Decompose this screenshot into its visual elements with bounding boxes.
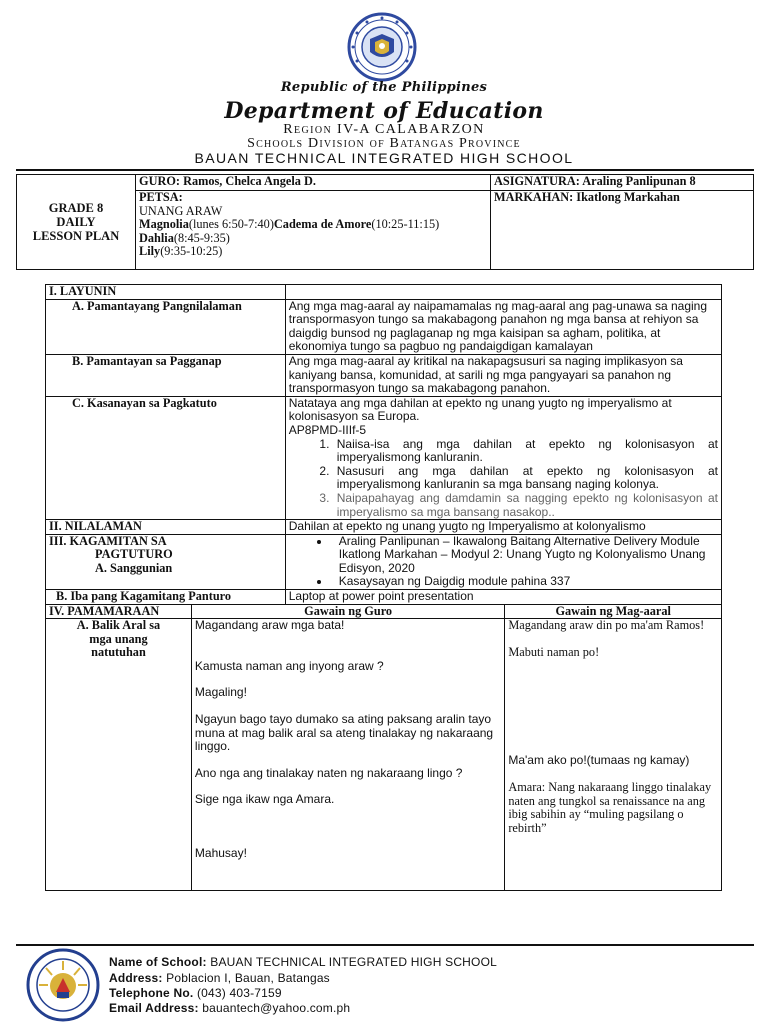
schedule-line <box>139 218 487 232</box>
resource-item: • Kasaysayan ng Daigdig module pahina 337 <box>331 575 718 589</box>
balik-aral-label: natutuhan <box>91 645 146 660</box>
objective-item: 2. Nasusuri ang mga dahilan at epekto ng kolonisasyon at imperyalismong kanluranin sa mga bansang naging kolonya. <box>333 465 718 492</box>
deped-seal-logo <box>347 12 417 82</box>
section-time: (lunes 6:50-7:40) <box>188 217 274 232</box>
guro-line: Ano nga ang tinalakay naten ng nakaraang lingo ? <box>194 765 463 780</box>
guro-label: GURO: <box>139 174 180 188</box>
department-heading: Department of Education <box>224 98 544 124</box>
objectives-list <box>289 438 718 520</box>
section-time: (9:35-10:25) <box>160 244 223 259</box>
grade-line: GRADE 8 <box>48 201 104 215</box>
objective-item: 3. Naipapahayag ang damdamin sa nagging epekto ng kolonisasyon at imperyalismo sa mga bansang nasakop.. <box>333 492 718 519</box>
sanggunian-label: A. Sanggunian <box>95 560 173 575</box>
asignatura-cell: ASIGNATURA: Araling Panlipunan 8 <box>491 175 754 191</box>
magaaral-line: Amara: Nang nakaraang linggo tinalakay naten ang tungkol sa renaissance na ang ibig sabihin ay “muling pagsilang o rebirth” <box>508 780 712 835</box>
layunin-heading: I. LAYUNIN <box>46 285 286 300</box>
section-name: Lily <box>139 244 161 259</box>
iba-pang-kagamitan-label: B. Iba pang Kagamitang Panturo <box>46 590 286 605</box>
section-time: (10:25-11:15) <box>371 217 440 232</box>
kagamitan-label: PAGTUTURO <box>95 547 173 562</box>
resource-item: • Araling Panlipunan – Ikawalong Baitang Alternative Delivery Module Ikatlong Markahan – Modyul 2: Unang Yugto ng Kolonyalismo Unang Edisyon, 2020 <box>331 535 718 576</box>
grade-line: DAILY <box>56 215 96 229</box>
region-heading: Region IV-A CALABARZON <box>283 122 485 137</box>
magaaral-line: Mabuti naman po! <box>508 644 600 659</box>
section-name: Magnolia <box>139 217 189 232</box>
footer-phone-value: (043) 403-7159 <box>196 986 282 1000</box>
guro-line: Sige nga ikaw nga Amara. <box>194 792 335 807</box>
footer-email-label: Email Address: <box>109 1001 199 1015</box>
lesson-plan-table <box>45 284 722 891</box>
guro-line: Mahusay! <box>194 846 247 860</box>
balik-aral-label-cell <box>46 619 192 891</box>
guro-line: Kamusta naman ang inyong araw ? <box>194 658 384 673</box>
school-logo <box>26 948 100 1022</box>
kasanayan-cell <box>285 396 721 519</box>
pamantayan-sa-pagganap-text: Ang mga mag-aaral ay kritikal na nakapagsusuri sa naging implikasyon sa kaniyang bansa, komunidad, at sarili ng mga pangyayari sa panahon ng transpormasyon tungo sa makabagong panahon. <box>285 354 721 396</box>
grade-line: LESSON PLAN <box>32 229 120 243</box>
iba-pang-kagamitan-text: Laptop at power point presentation <box>285 590 721 605</box>
footer-divider <box>16 944 754 946</box>
footer-phone-label: Telephone No. <box>109 986 194 1000</box>
magaaral-line: Magandang araw din po ma'am Ramos! <box>508 618 705 633</box>
empty-cell <box>285 285 721 300</box>
competency-code: AP8PMD-IIIf-5 <box>288 422 367 437</box>
pamantayan-sa-pagganap-label: B. Pamantayan sa Pagganap <box>46 354 286 396</box>
footer-name-value: BAUAN TECHNICAL INTEGRATED HIGH SCHOOL <box>210 955 497 969</box>
footer-name-label: Name of School: <box>109 955 207 969</box>
section-name: Dahlia <box>139 230 174 245</box>
section-name: Cadema de Amore <box>273 217 372 232</box>
pamamaraan-label: IV. PAMAMARAAN <box>46 604 192 619</box>
division-heading: Schools Division of Batangas Province <box>247 136 521 151</box>
nilalaman-label: II. NILALAMAN <box>46 520 286 535</box>
school-heading: BAUAN TECHNICAL INTEGRATED HIGH SCHOOL <box>194 150 574 166</box>
gawain-guro-cell <box>191 619 504 891</box>
markahan-cell: MARKAHAN: Ikatlong Markahan <box>491 191 754 270</box>
section-time: (8:45-9:35) <box>173 230 230 245</box>
gawain-guro-heading: Gawain ng Guro <box>191 604 504 619</box>
header-divider <box>16 169 754 171</box>
kasanayan-label: C. Kasanayan sa Pagkatuto <box>46 396 286 519</box>
lesson-info-table <box>16 174 754 270</box>
petsa-cell <box>136 191 491 270</box>
balik-aral-label: mga unang <box>89 631 148 646</box>
guro-line: Ngayun bago tayo dumako sa ating paksang aralin tayo muna at mag balik aral sa ateng tinalakay ng nakaraang linggo. <box>194 712 494 754</box>
footer-address-value: Poblacion I, Bauan, Batangas <box>166 971 330 985</box>
republic-heading: Republic of the Philippines <box>280 80 488 95</box>
day-label: UNANG ARAW <box>139 203 223 218</box>
gawain-magaaral-cell <box>505 619 722 891</box>
balik-aral-label: A. Balik Aral sa <box>76 618 161 633</box>
nilalaman-text: Dahilan at epekto ng unang yugto ng Imperyalismo at kolonyalismo <box>285 520 721 535</box>
pamantayang-pangnilalaman-text: Ang mga mag-aaral ay naipamamalas ng mag-aaral ang pag-unawa sa naging transpormasyon tungo sa makabagong panahon ng mga bansa at rehiyon sa daigdig bunsod ng paglaganap ng mga kaisipan sa agham, politika, at ekonomiya tungo sa pagbuo ng pandaigdigan kamalayan <box>285 299 721 354</box>
footer-email-line <box>109 1001 350 1015</box>
kagamitan-label: III. KAGAMITAN SA <box>49 533 167 548</box>
guro-value: Ramos, Chelca Angela D. <box>183 174 316 188</box>
gawain-magaaral-heading: Gawain ng Mag-aaral <box>505 604 722 619</box>
resources-cell <box>285 534 721 589</box>
footer-address-label: Address: <box>109 971 163 985</box>
magaaral-line: Ma'am ako po!(tumaas ng kamay) <box>508 753 690 768</box>
pamantayang-pangnilalaman-label: A. Pamantayang Pangnilalaman <box>46 299 286 354</box>
kagamitan-label-cell <box>46 534 286 589</box>
kasanayan-intro: Natataya ang mga dahilan at epekto ng unang yugto ng imperyalismo at kolonisasyon sa Europa. <box>288 395 672 424</box>
guro-cell <box>136 175 491 191</box>
objective-item: 1. Naiisa-isa ang mga dahilan at epekto ng kolonisasyon at imperyalismong kanluranin. <box>333 438 718 465</box>
grade-cell <box>17 175 136 270</box>
resources-list <box>289 535 718 589</box>
guro-line: Magandang araw mga bata! <box>194 618 345 633</box>
guro-line: Magaling! <box>194 685 247 700</box>
schedule-line <box>139 245 487 259</box>
footer-phone-line <box>109 986 282 1000</box>
petsa-label: PETSA: <box>139 190 183 204</box>
footer-email-value[interactable]: bauantech@yahoo.com.ph <box>202 1001 351 1015</box>
footer-name-line <box>109 955 497 969</box>
footer-address-line <box>109 971 330 985</box>
schedule-line <box>139 232 487 246</box>
